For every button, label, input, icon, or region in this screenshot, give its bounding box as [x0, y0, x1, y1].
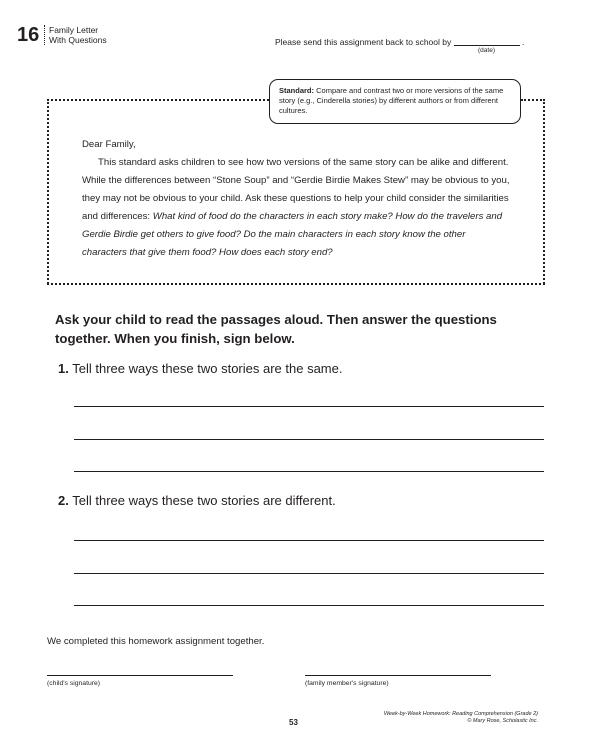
instructions: Ask your child to read the passages aloud. Then answer the questions together. When you finish, sign below.: [55, 312, 497, 346]
letter-frame-top-left: [47, 99, 269, 101]
letter-body-text: This standard asks children to see how two versions of the same story can be alike and different. While the differences between “Stone Soup” and “Gerdie Birdie Makes Stew” may be obvious to you, they may not be obvious to your child. Ask these questions to help your child consider the similarities and differences:: [82, 157, 510, 222]
question-2: [58, 493, 336, 509]
family-letter: [82, 136, 512, 262]
page-number: 53: [289, 718, 298, 727]
answer-line[interactable]: [74, 439, 544, 440]
child-signature-label: (child's signature): [47, 680, 101, 687]
credit-line1: Week-by-Week Homework: Reading Comprehension (Grade 2): [383, 711, 538, 717]
credit-line2: © Mary Rose, Scholastic Inc.: [467, 718, 538, 724]
answer-line[interactable]: [74, 605, 544, 606]
answer-line[interactable]: [74, 540, 544, 541]
child-signature-line[interactable]: [47, 675, 233, 676]
completed-statement: We completed this homework assignment together.: [47, 636, 265, 647]
standard-label: Standard:: [279, 86, 315, 95]
letter-greeting: Dear Family,: [82, 139, 136, 150]
question-1: [58, 361, 342, 377]
date-label: (date): [478, 47, 495, 54]
answer-line[interactable]: [74, 573, 544, 574]
question-2-number: 2.: [58, 493, 69, 508]
date-blank-line[interactable]: [454, 45, 520, 46]
send-back-text: Please send this assignment back to school by: [275, 37, 452, 47]
letter-frame-top-right: [521, 99, 545, 101]
family-signature-label: (family member's signature): [305, 680, 389, 687]
letter-frame-left: [47, 99, 49, 284]
standard-box: [269, 79, 521, 124]
letter-frame-bottom: [47, 283, 545, 285]
letter-frame-right: [543, 99, 545, 284]
lesson-title-line1: Family Letter: [49, 25, 99, 35]
lesson-title-line2: With Questions: [49, 34, 107, 45]
family-signature-line[interactable]: [305, 675, 491, 676]
standard-text: Compare and contrast two or more versions of the same story (e.g., Cinderella stories) by different authors or from different cultures.: [279, 86, 504, 115]
header-divider: [44, 25, 45, 45]
send-back-period: .: [522, 37, 525, 47]
lesson-title: [49, 26, 107, 45]
lesson-number: 16: [17, 24, 40, 46]
question-2-text: Tell three ways these two stories are different.: [72, 493, 336, 508]
answer-line[interactable]: [74, 471, 544, 472]
answer-line[interactable]: [74, 406, 544, 407]
letter-body: [82, 154, 512, 262]
letter-questions: What kind of food do the characters in each story make? How do the travelers and Gerdie Birdie get others to give food? Do the main characters in each story know the other characters that give them food? How does each story end?: [82, 211, 503, 258]
question-1-text: Tell three ways these two stories are the same.: [72, 361, 343, 376]
question-1-number: 1.: [58, 361, 69, 376]
credit: [340, 711, 538, 725]
